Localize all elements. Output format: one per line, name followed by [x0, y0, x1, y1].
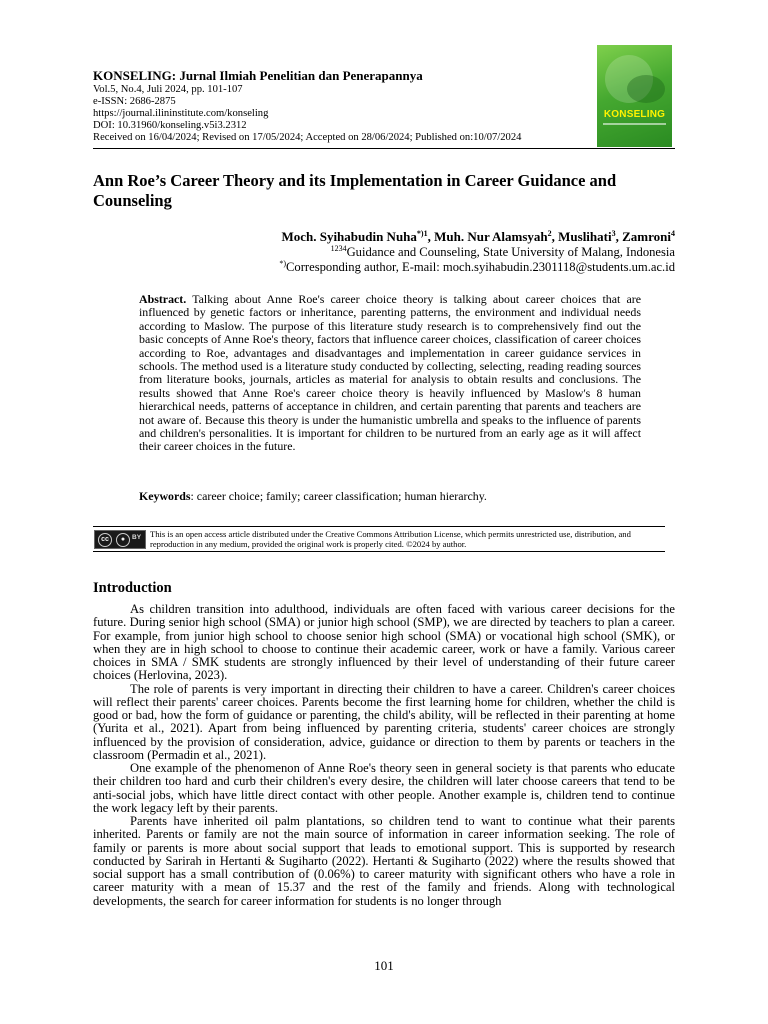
affiliation-mark: 1234 — [330, 244, 347, 253]
cover-decoration — [627, 75, 665, 103]
keywords-text: : career choice; family; career classification; human hierarchy. — [190, 489, 487, 503]
author-mark: 3 — [611, 229, 616, 238]
author-name: Moch. Syihabudin Nuha — [281, 229, 417, 244]
author-mark: *)1 — [416, 229, 428, 238]
journal-title: KONSELING: Jurnal Ilmiah Penelitian dan Penerapannya — [93, 68, 423, 83]
cover-subtitle-line — [603, 123, 666, 125]
body-paragraph: Parents have inherited oil palm plantations, so children tend to want to continue what their parents inherited. Parents or family are not the main source of information in career information seeking. The role of family or parents is more about social support that leads to emotional support. This is supported by research conducted by Sarirah in Hertanti & Sugiharto (2022). Hertanti & Sugiharto (2022) where the results showed that social support has a small contribution of (0.06%) to career maturity with significant others who have a role in career maturity with a mean of 15.37 and the rest of the family and friends. Along with technological developments, the search for career information for students is no longer through — [93, 814, 675, 908]
corresponding-text: Corresponding author, E-mail: moch.syihabudin.2301118@students.um.ac.id — [286, 260, 675, 274]
introduction-heading: Introduction — [93, 580, 172, 596]
author-block — [93, 229, 675, 275]
corresponding-author — [93, 260, 675, 275]
abstract — [139, 293, 641, 454]
page-number: 101 — [374, 958, 394, 973]
header-divider — [93, 148, 675, 149]
journal-header — [93, 68, 593, 144]
body-paragraph: As children transition into adulthood, individuals are often faced with various career decisions for the future. During senior high school (SMA) or junior high school (SMP), we are directed by teachers to plan a career. For example, from junior high school to choose senior high school (SMA) or vocational high school (SMK), or when they are in high school to choose to continue their academic career, work or have a family. Various career choices in SMA / SMK students are strongly influenced by their level of understanding of their future career choices (Herlovina, 2023). — [93, 602, 675, 683]
body-paragraph: One example of the phenomenon of Anne Roe's theory seen in general society is that parents who educate their children too hard and curb their children's every desire, the children will later choose careers that tend to be anti-social jobs, which have little direct contact with other people. Another example is, children tend to continue the work legacy left by their parents. — [93, 761, 675, 815]
doi[interactable]: DOI: 10.31960/konseling.v5i3.2312 — [93, 120, 247, 131]
author-mark: 2 — [547, 229, 552, 238]
author-mark: 4 — [671, 229, 675, 238]
keywords-label: Keywords — [139, 489, 191, 503]
received-dates: Received on 16/04/2024; Revised on 17/05/2024; Accepted on 28/06/2024; Published on:10/07/2024 — [93, 132, 522, 143]
body-paragraph: The role of parents is very important in directing their children to have a career. Children's career choices will reflect their parents' career choices. Parents become the first learning home for children, whether the child is good or bad, how the form of guidance or parenting, the child's ability, will be reflected in their parenting at home (Yurita et al., 2021). Apart from being influenced by parenting criteria, students' career choices are strongly influenced by the provision of consideration, advice, guidance or direction to them by parents or teachers in the classroom (Permadin et al., 2021). — [93, 681, 675, 762]
cover-title: KONSELING — [603, 109, 666, 120]
cc-icon: cc — [98, 533, 112, 547]
license-notice — [93, 526, 665, 552]
author-name: Zamroni — [622, 229, 671, 244]
abstract-text: Talking about Anne Roe's career choice theory is talking about career choices that are influenced by genetic factors or inheritance, parenting patterns, the environment and individual needs according to Maslow. The purpose of this literature study research is to comprehensively find out the basic concepts of Anne Roe's theory, factors that influence career choices, classification of career choices according to Roe, advantages and disadvantages and implementation in career guidance services in schools. The method used is a literature study conducted by collecting, selecting, reading reading sources from literature books, journals, articles as material for analysis to obtain results and conclusions. The results showed that Anne Roe's career choice theory is heavily influenced by Maslow's 8 human hierarchical needs, patterns of acceptance in children, and certain parenting that parents and teachers are not aware of. Because this theory is under the humanistic umbrella and speaks to the influence of parents and children's personalities. It is important for children to be nurtured from an early age as it will affect their career choices in the future. — [139, 292, 641, 454]
corresponding-mark: *) — [279, 259, 287, 268]
introduction-body — [93, 603, 675, 908]
eissn: e-ISSN: 2686-2875 — [93, 96, 176, 107]
affiliation — [93, 245, 675, 260]
cc-by-license-icon[interactable] — [94, 530, 146, 549]
abstract-label: Abstract. — [139, 292, 187, 306]
volume-info: Vol.5, No.4, Juli 2024, pp. 101-107 — [93, 84, 243, 95]
attribution-icon: ● — [116, 533, 130, 547]
license-text: This is an open access article distributed under the Creative Commons Attribution License, which permits unrestricted use, distribution, and reproduction in any medium, provided the original work is properly cited. ©2024 by author. — [150, 529, 631, 549]
author-name: Muslihati — [558, 229, 612, 244]
journal-cover-image — [597, 45, 672, 147]
author-list: Moch. Syihabudin Nuha$^{*)1}$, Muh. Nur Alamsyah$^2$, Muslihati$^3$, Zamroni$^4$ — [281, 229, 675, 244]
article-title: Ann Roe’s Career Theory and its Implementation in Career Guidance and Counseling — [93, 171, 617, 210]
journal-url[interactable]: https://journal.ilininstitute.com/konseling — [93, 108, 269, 119]
keywords — [139, 489, 641, 503]
by-label: BY — [132, 534, 142, 541]
affiliation-text: Guidance and Counseling, State University of Malang, Indonesia — [346, 245, 675, 259]
author-name: Muh. Nur Alamsyah — [434, 229, 548, 244]
